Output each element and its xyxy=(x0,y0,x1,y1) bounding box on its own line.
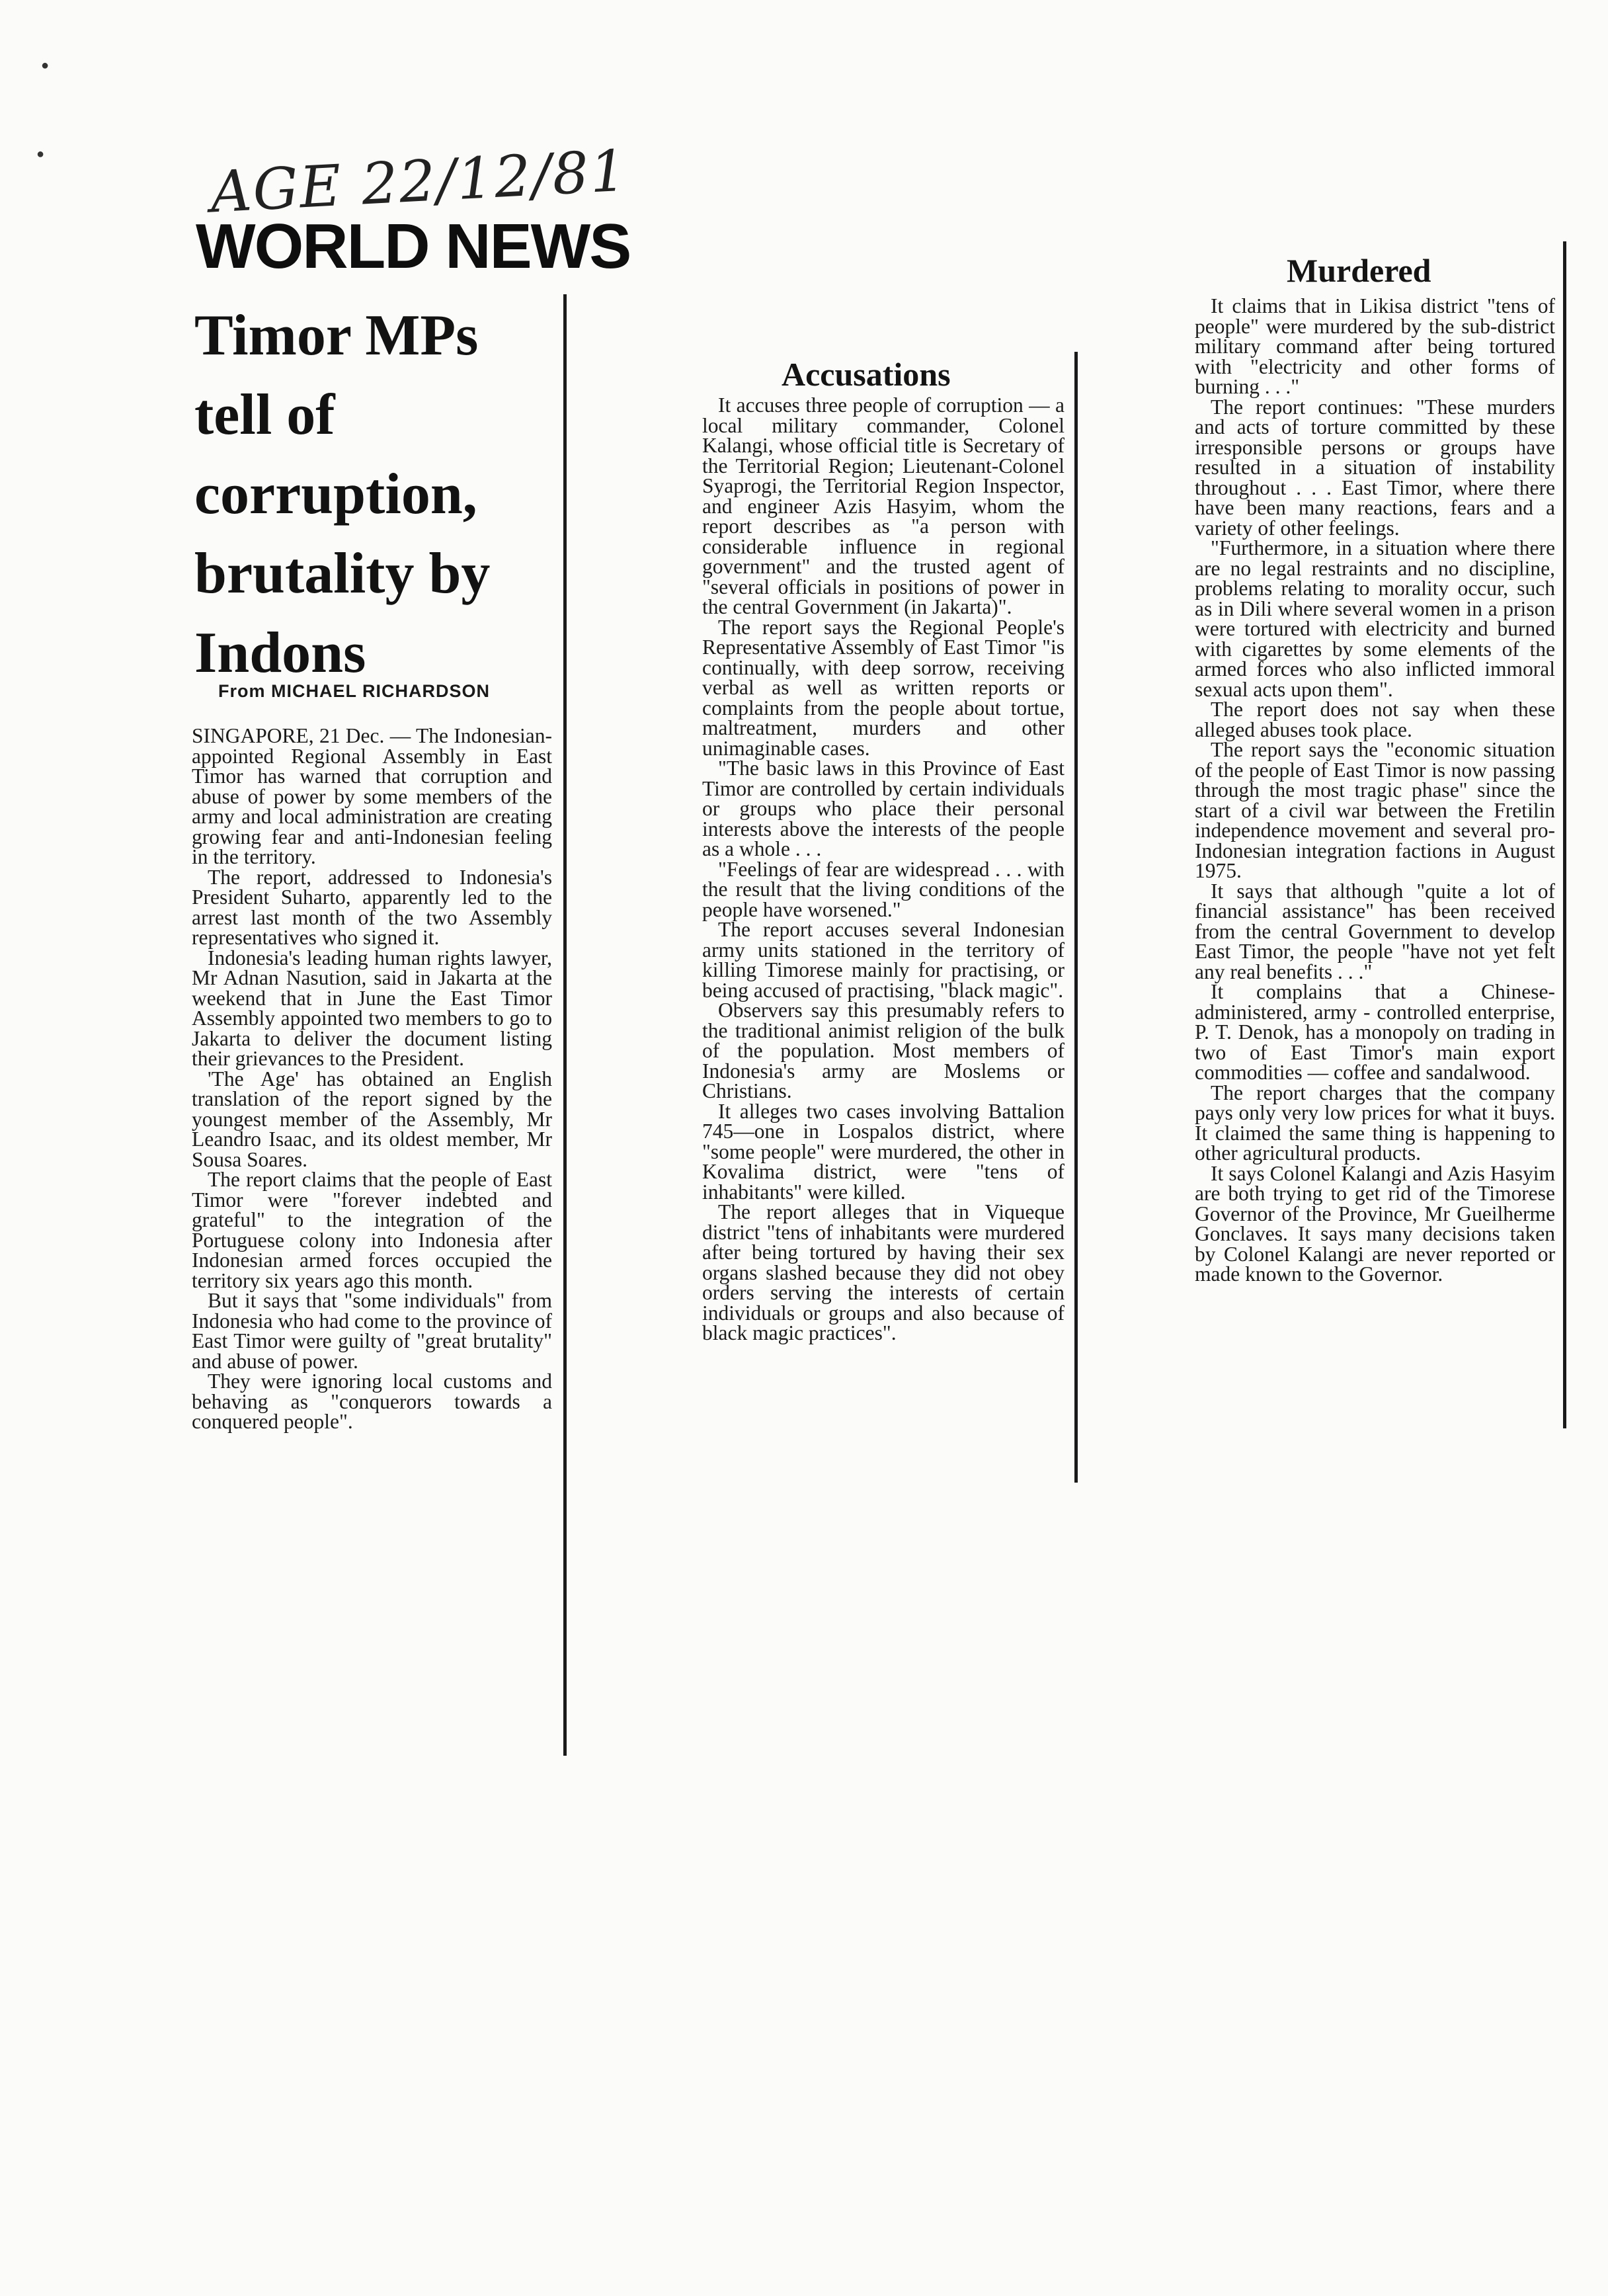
paragraph: Indonesia's leading human rights lawyer, Mr Adnan Nasution, said in Jakarta at the weekend that in June the East Timor Assembly appointed two members to go to Jakarta to deliver the document listing their grievances to the President. xyxy=(192,946,552,1070)
paragraph: The report claims that the people of East Timor were "forever indebted and grateful" to the integration of the Portuguese colony into Indonesia after Indonesian armed forces occupied the territory six years ago this month. xyxy=(192,1168,552,1292)
paragraph: The report says the "economic situation of the people of East Timor is now passing through the most tragic phase" since the start of a civil war between the Fretilin independence movement and several pro-Indonesian integration factions in August 1975. xyxy=(1195,738,1555,882)
speck-mark: ● xyxy=(36,147,45,161)
paragraph: It says Colonel Kalangi and Azis Hasyim are both trying to get rid of the Timorese Governor of the Province, Mr Gueilherme Gonclaves. It says many decisions taken by Colonel Kalangi are never reported or made known to the Governor. xyxy=(1195,1161,1555,1286)
column-rule xyxy=(1074,352,1078,1483)
paragraph: The report says the Regional People's Representative Assembly of East Timor "is continually, with deep sorrow, receiving verbal as well as written reports or complaints from the people about tortue, maltreatment, murders and other unimaginable cases. xyxy=(702,615,1065,760)
article-column-2 xyxy=(702,395,1065,1344)
paragraph: The report, addressed to Indonesia's President Suharto, apparently led to the arrest last month of the two Assembly representatives who signed it. xyxy=(192,865,552,949)
subheading-accusations: Accusations xyxy=(782,356,951,393)
paragraph: "Feelings of fear are widespread . . . with the result that the living conditions of the people have worsened." xyxy=(702,857,1065,921)
subheading-murdered: Murdered xyxy=(1287,252,1431,289)
paragraph: The report accuses several Indonesian army units stationed in the territory of killing Timorese mainly for practising, or being accused of practising, "black magic". xyxy=(702,918,1065,1002)
paragraph: "The basic laws in this Province of East Timor are controlled by certain individuals or groups who place their personal interests above the interests of the people as a whole . . . xyxy=(702,757,1065,860)
article-column-3 xyxy=(1195,296,1555,1285)
section-heading: WORLD NEWS xyxy=(196,211,631,282)
paragraph: It alleges two cases involving Battalion 745—one in Lospalos district, where "some people" were murdered, the other in Kovalima district, were "tens of inhabitants" were killed. xyxy=(702,1099,1065,1204)
paragraph: "Furthermore, in a situation where there are no legal restraints and no discipline, problems relating to morality occur, such as in Dili where several women in a prison were tortured with electricity and burned with cigarettes by some elements of the armed forces who also inflicted immoral sexual acts upon them". xyxy=(1195,536,1555,701)
paragraph: It claims that in Likisa district "tens of people" were murdered by the sub-district military command after being tortured with "electricity and other forms of burning . . ." xyxy=(1195,294,1555,398)
article-column-1 xyxy=(192,726,552,1432)
speck-mark: ● xyxy=(41,58,50,73)
paragraph: 'The Age' has obtained an English translation of the report signed by the youngest member of the Assembly, Mr Leandro Isaac, and its oldest member, Mr Sousa Soares. xyxy=(192,1067,552,1171)
paragraph: The report continues: "These murders and acts of torture committed by these irresponsible persons or groups have resulted in a situation of instability throughout . . . East Timor, where there have been many reactions, fears and a variety of other feelings. xyxy=(1195,395,1555,540)
headline: Timor MPs tell of corruption, brutality by Indons xyxy=(194,304,491,685)
paragraph: It accuses three people of corruption — a local military commander, Colonel Kalangi, whose official title is Secretary of the Territorial Region; Lieutenant-Colonel Syaprogi, the Territorial Region Inspector, and engineer Azis Hasyim, whom the report describes as "a person with considerable influence in regional government" and the trusted agent of "several officials in positions of power in the central Government (in Jakarta)". xyxy=(702,393,1065,618)
paragraph: But it says that "some individuals" from Indonesia who had come to the province of East Timor were guilty of "great brutality" and abuse of power. xyxy=(192,1289,552,1373)
byline: From MICHAEL RICHARDSON xyxy=(218,681,491,701)
paragraph: The report does not say when these alleged abuses took place. xyxy=(1195,698,1555,741)
paragraph: It says that although "quite a lot of financial assistance" has been received from the central Government to develop East Timor, the people "have not yet felt any real benefits . . ." xyxy=(1195,879,1555,983)
column-rule xyxy=(563,294,567,1756)
paragraph: They were ignoring local customs and behaving as "conquerors towards a conquered people". xyxy=(192,1370,552,1433)
handwritten-date-note: AGE 22/12/81 xyxy=(208,138,629,226)
paragraph: SINGAPORE, 21 Dec. — The Indonesian-appointed Regional Assembly in East Timor has warned that corruption and abuse of power by some members of the army and local administration are creating growing fear and anti-Indonesian feeling in the territory. xyxy=(192,724,552,868)
column-rule xyxy=(1563,241,1566,1428)
paragraph: The report charges that the company pays only very low prices for what it buys. It claimed the same thing is happening to other agricultural products. xyxy=(1195,1081,1555,1165)
paragraph: The report alleges that in Viqueque district "tens of inhabitants were murdered after being tortured by having their sex organs slashed because they did not obey orders serving the interests of certain individuals or groups and also because of black magic practices". xyxy=(702,1200,1065,1344)
paragraph: It complains that a Chinese-administered, army - controlled enterprise, P. T. Denok, has a monopoly on trading in two of East Timor's main export commodities — coffee and sandalwood. xyxy=(1195,980,1555,1084)
paragraph: Observers say this presumably refers to the traditional animist religion of the bulk of the population. Most members of Indonesia's army are Moslems or Christians. xyxy=(702,999,1065,1102)
